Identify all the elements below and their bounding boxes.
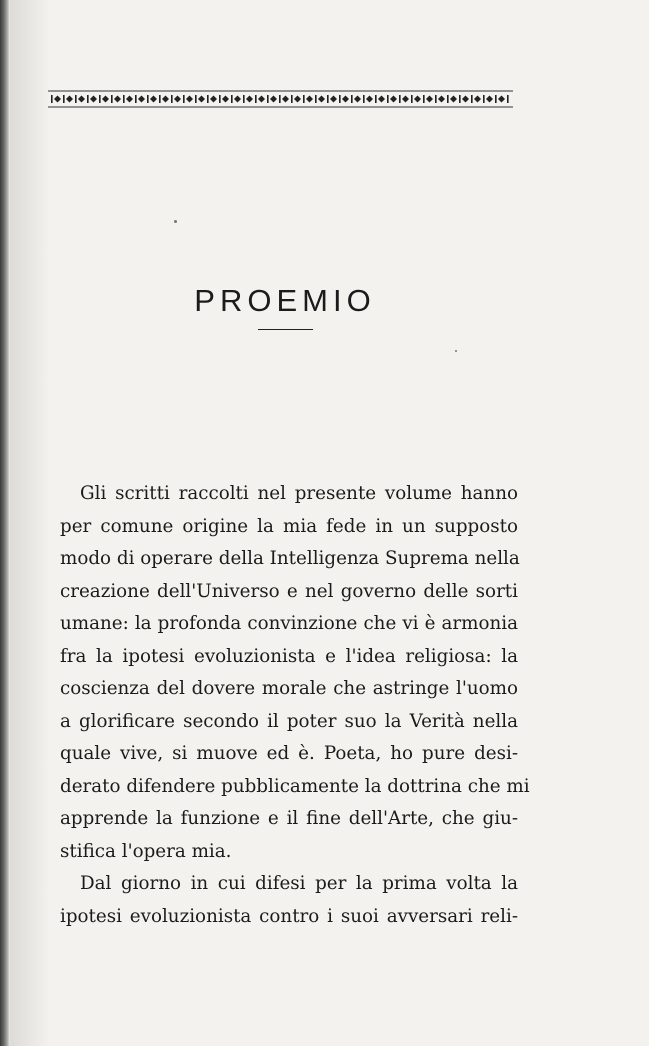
text-line: umane: la profonda convinzione che vi è armonia <box>60 613 518 634</box>
text-line: per comune origine la mia fede in un supposto <box>60 515 518 537</box>
paragraph-1 <box>60 478 530 868</box>
text-line: a glorificare secondo il poter suo la Verità nella <box>60 710 518 732</box>
print-speck <box>455 350 457 352</box>
page-shadow <box>10 0 50 1046</box>
text-line: fra la ipotesi evoluzionista e l'idea religiosa: la <box>60 645 518 667</box>
decorative-band-icon <box>48 89 513 109</box>
page-binding-edge <box>0 0 10 1046</box>
text-line: modo di operare della Intelligenza Suprema nella <box>60 548 520 569</box>
text-line: ipotesi evoluzionista contro i suoi avversari reli- <box>60 905 518 927</box>
text-line: Gli scritti raccolti nel presente volume hanno <box>80 483 518 504</box>
text-line: coscienza del dovere morale che astringe l'uomo <box>60 678 518 699</box>
text-line: creazione dell'Universo e nel governo delle sorti <box>60 580 518 602</box>
print-speck <box>174 220 177 223</box>
text-line: apprende la funzione e il fine dell'Arte, che giu- <box>60 808 518 829</box>
text-line: derato difendere pubblicamente la dottrina che mi <box>60 775 530 797</box>
body-text <box>60 478 530 933</box>
paragraph-2 <box>60 868 518 933</box>
text-line: quale vive, si muove ed è. Poeta, ho pure desi- <box>60 743 518 764</box>
page-title: PROEMIO <box>194 282 376 318</box>
text-line: stifica l'opera mia. <box>60 840 232 862</box>
text-line: Dal giorno in cui difesi per la prima volta la <box>80 873 518 894</box>
title-rule <box>258 329 313 330</box>
